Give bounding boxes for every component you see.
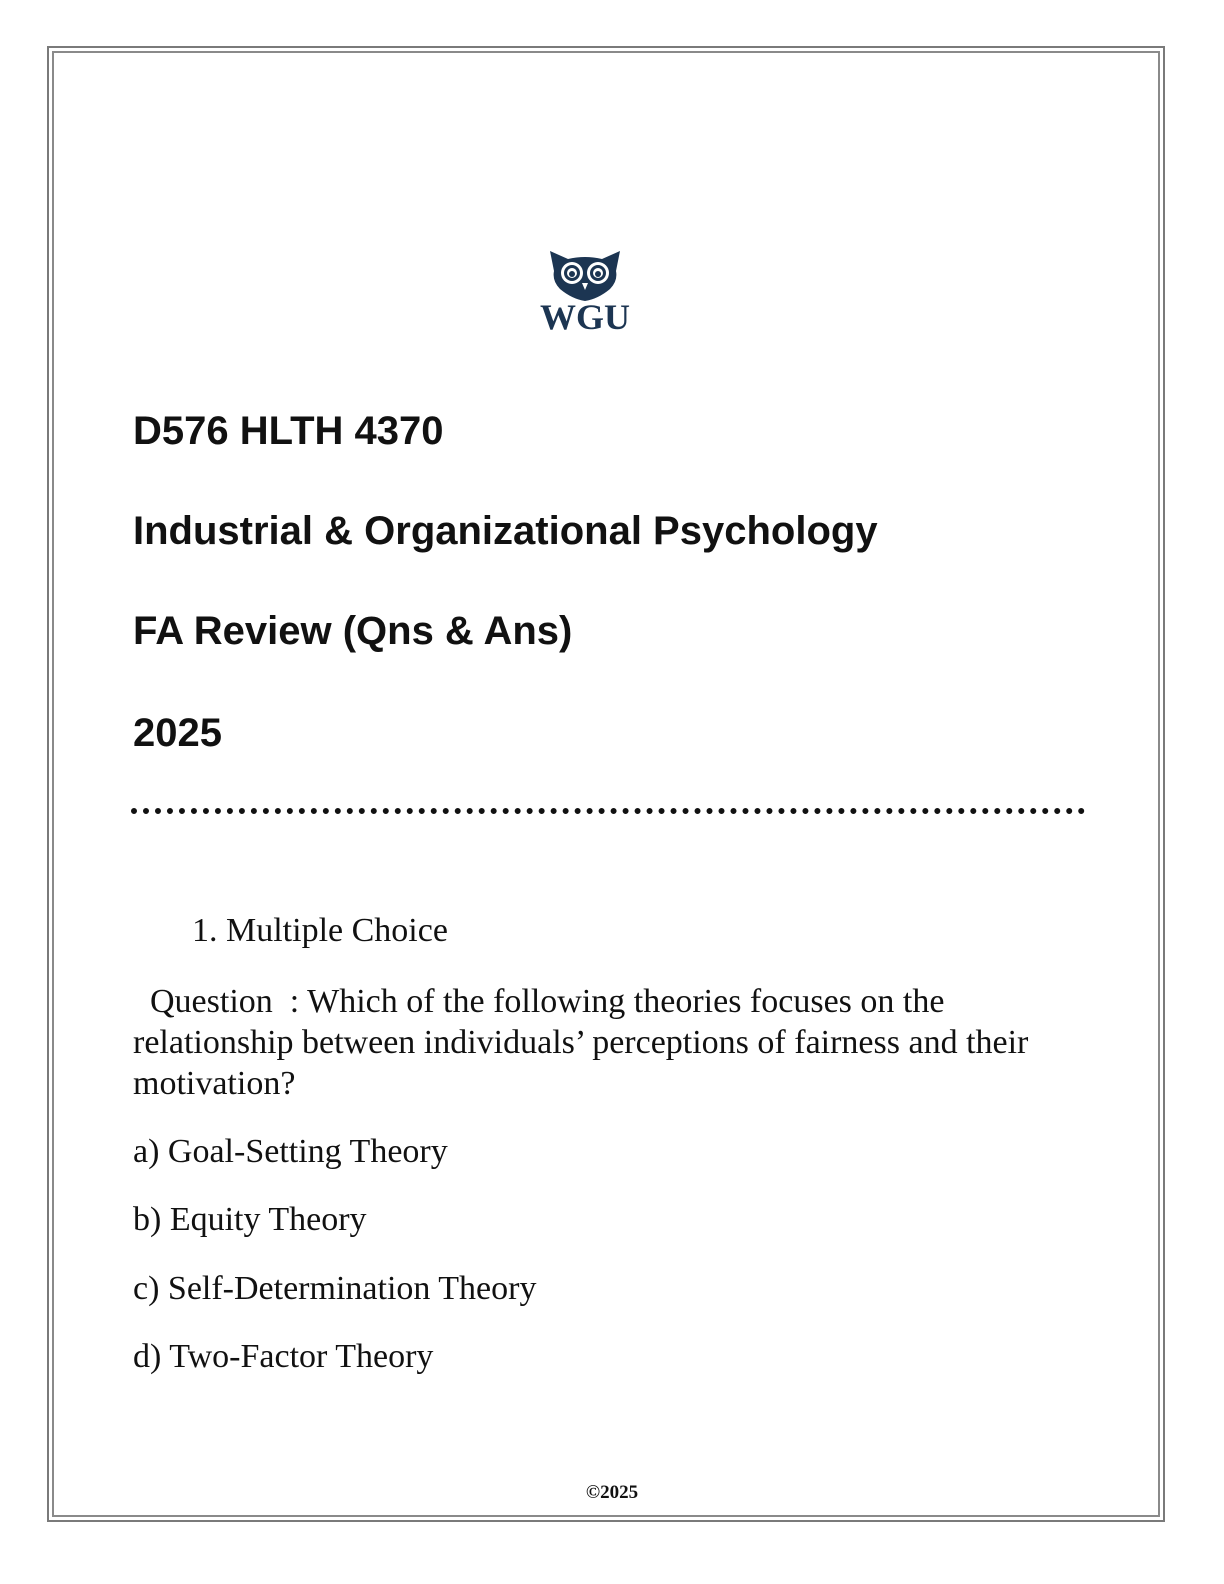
question-text [133,981,1093,1104]
question-line: relationship between individuals’ perceptions of fairness and their [133,1024,1029,1061]
option-a: a) Goal-Setting Theory [133,1133,448,1170]
course-name-heading: Industrial & Organizational Psychology [133,509,878,553]
course-code-heading: D576 HLTH 4370 [133,409,444,453]
option-c: c) Self-Determination Theory [133,1270,537,1307]
owl-icon [532,245,638,335]
option-d: d) Two-Factor Theory [133,1338,434,1375]
review-heading: FA Review (Qns & Ans) [133,609,573,653]
question-line: Question : Which of the following theories focuses on the [133,983,945,1020]
question-line: motivation? [133,1065,296,1102]
option-b: b) Equity Theory [133,1201,367,1238]
dotted-divider [131,808,1085,814]
wgu-owl-logo [532,245,638,335]
copyright-footer: ©2025 [585,1482,639,1503]
section-label: 1. Multiple Choice [192,912,448,949]
logo-wordmark: WGU [540,297,630,335]
year-heading: 2025 [133,711,222,755]
